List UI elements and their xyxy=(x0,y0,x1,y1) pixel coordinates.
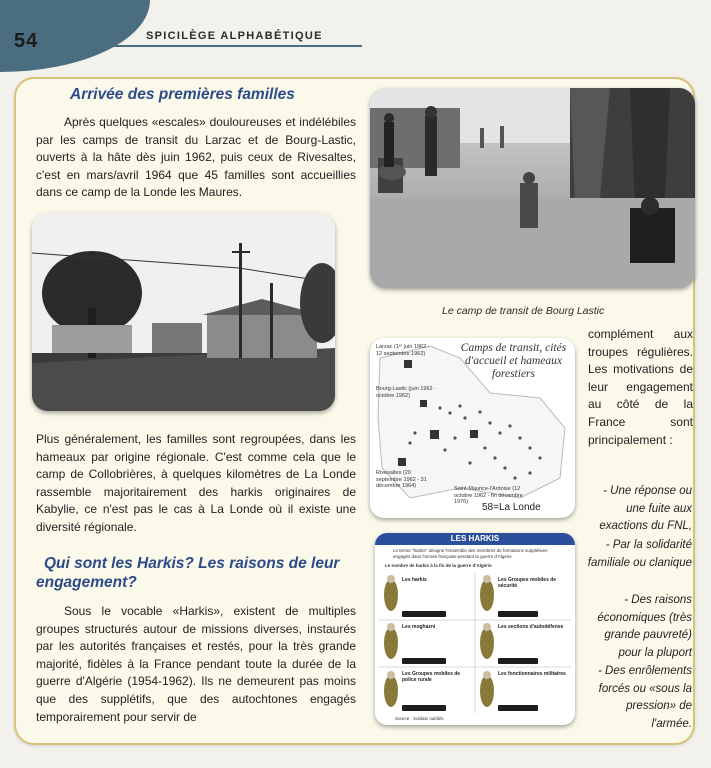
infographic-cell-title: Les Groupes mobiles de sécurité xyxy=(498,577,557,589)
map-camps xyxy=(370,338,575,518)
map-label: Larzac (1ᵉʳ juin 1962 - 12 septembre 1962) xyxy=(376,344,430,357)
infographic-badge xyxy=(402,658,446,664)
infographic-subtitle: Le nombre de harkis à la fin de la guerre d'Algérie xyxy=(385,563,492,568)
infographic-badge xyxy=(498,705,538,711)
header-rule xyxy=(112,45,362,47)
map-label: Rivesaltes (20 septembre 1962 - 31 décembre 1964) xyxy=(376,470,427,489)
grouping-paragraph: Plus généralement, les familles sont regroupées, dans les hameaux par origine régionale. C'est comme cela que le camp de Collobrières, à quelques kilomètres de La Londe rassemble majoritairement des harkis originaires de Kabylie, ce n'est pas le cas à La Londe où il existe une diversité régionale. xyxy=(36,432,356,534)
harkis-paragraph: Sous le vocable «Harkis», existent de multiples groupes structurés autour de missions diverses, instaurés par les autorités françaises et restés, pour la très grande majorité, fidèles à la France pendant toute la durée de la guerre d'Algérie (1954-1962). Ils ne demeurent pas moins que des supplétifs, que des autochtones engagés temporairement pour servir de xyxy=(36,604,356,724)
infographic-cell-title: Les sections d'autodéfense xyxy=(498,624,564,630)
reason-item: - Par la solidarité familiale ou clanique xyxy=(587,539,692,569)
map-footnote: 58=La Londe xyxy=(482,502,541,513)
map-title: Camps de transit, cités d'accueil et hameaux forestiers xyxy=(460,342,567,380)
infographic-cell-title: Les fonctionnaires militaires xyxy=(498,671,566,677)
page-number: 54 xyxy=(14,30,39,52)
infographic-badge xyxy=(402,705,446,711)
infographic-badge xyxy=(498,611,538,617)
reason-item: - Des enrôlements forcés ou «sous la pression» de l'armée. xyxy=(598,665,692,730)
infographic-badge xyxy=(498,658,538,664)
section-heading-arrivals: Arrivée des premières familles xyxy=(70,86,295,103)
infographic-badge xyxy=(402,611,446,617)
infographic-source: Source : Soldats oubliés xyxy=(395,716,444,721)
infographic-cell-title: Les Groupes mobiles de police rurale xyxy=(402,671,461,683)
photo-bourg-lastic-image xyxy=(370,88,695,288)
infographic-cell-title: Les moghazni xyxy=(402,624,436,630)
photo-caption: Le camp de transit de Bourg Lastic xyxy=(442,305,605,317)
reason-item: - Des raisons économiques (très grande pauvreté) pour la pluport xyxy=(597,594,692,659)
running-head: SPICILÈGE ALPHABÉTIQUE xyxy=(146,30,323,42)
infographic-harkis xyxy=(375,533,575,725)
infographic-cell-title: Les harkis xyxy=(402,577,427,583)
infographic-title: LES HARKIS xyxy=(375,533,575,545)
reason-item: - Une réponse ou une fuite aux exactions du FNL, xyxy=(599,485,692,533)
continuation-paragraph: complément aux troupes régulières. Les motivations de leur engagement au côté de la France sont principalement : xyxy=(588,327,693,447)
section-heading-harkis: Qui sont les Harkis? Les raisons de leur engagement? xyxy=(36,555,340,591)
infographic-intro: Le terme "harkis" désigne l'ensemble des membres de formations supplétives engagés dans l'armée française pendant la guerre d'Algérie xyxy=(393,548,548,559)
map-label: Bourg-Lastic (juin 1962 - octobre 1962) xyxy=(376,386,436,399)
arrivals-paragraph: Après quelques «escales» douloureuses et indélébiles par les camps de transit du Larzac et de Bourg-Lastic, ouverts à la hâte dès juin 1962, puis ceux de Rivesaltes, c'est en mars/avril 1964 que 45 familles sont accueillies dans ce camp de la Londe les Maures. xyxy=(36,115,356,200)
map-label: Saint-Maurice-l'Ardoise (12 octobre 1962 - fin décembre 1976) xyxy=(454,486,523,505)
photo-bourg-lastic xyxy=(370,88,695,288)
photo-la-londe-image xyxy=(32,213,335,411)
photo-la-londe-camp xyxy=(32,213,335,411)
